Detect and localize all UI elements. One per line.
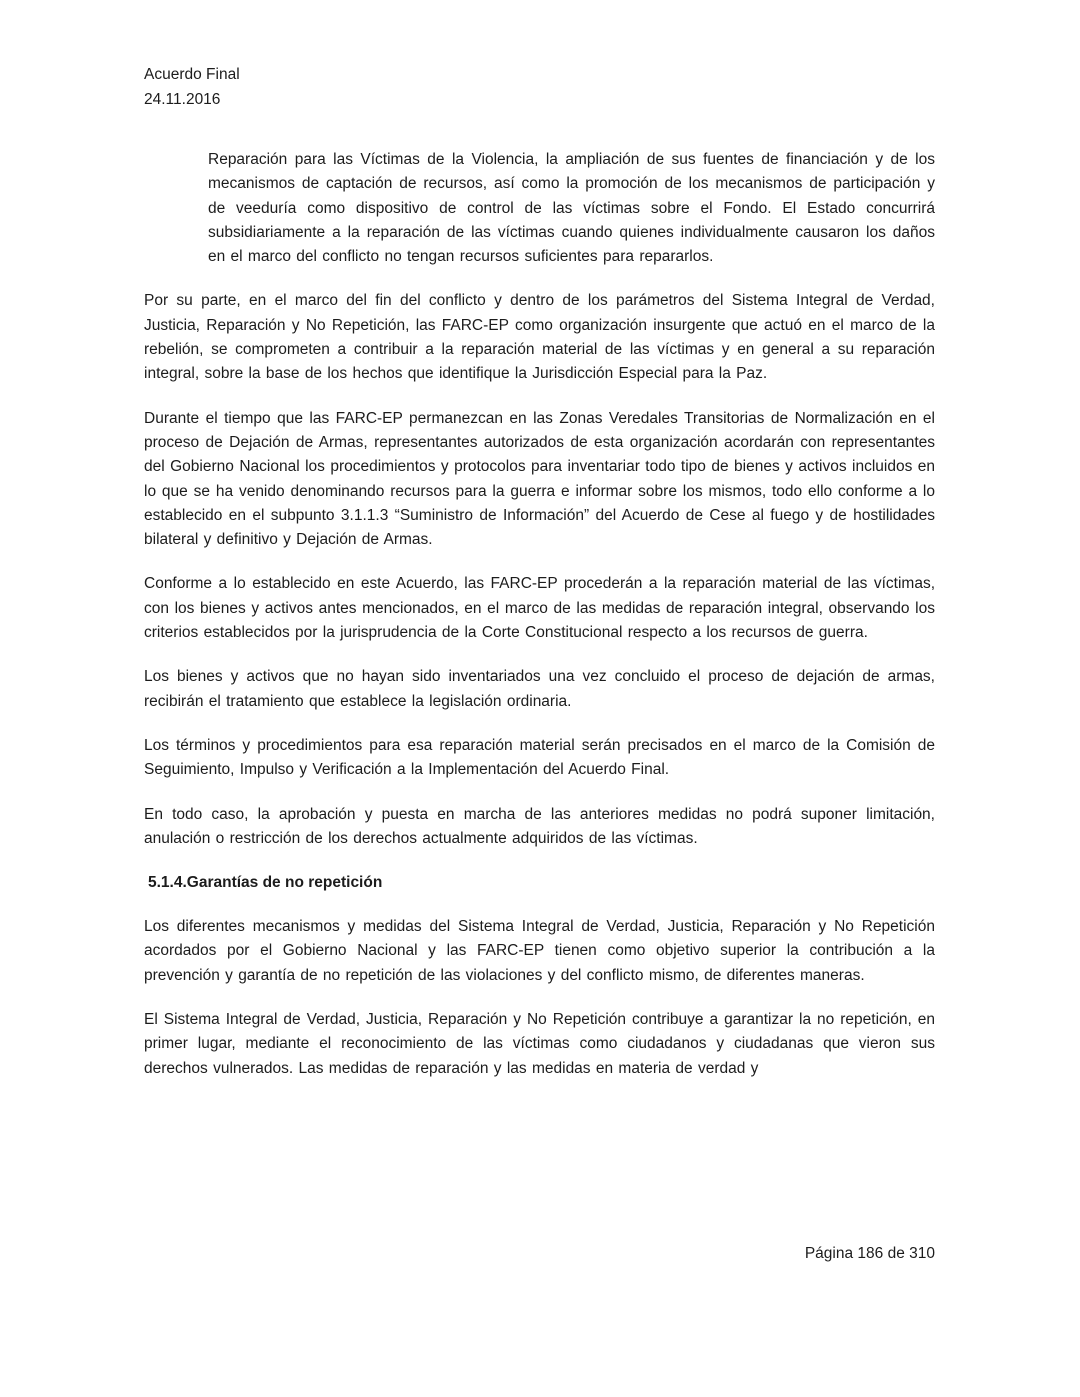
document-date: 24.11.2016	[144, 91, 221, 108]
paragraph: Los términos y procedimientos para esa reparación material serán precisados en el marco de la Comisión de Seguimiento, Impulso y Verificación a la Implementación del Acuerdo Final.	[144, 736, 935, 779]
paragraph: En todo caso, la aprobación y puesta en marcha de las anteriores medidas no podrá suponer limitación, anulación o restricción de los derechos actualmente adquiridos de las víctimas.	[144, 805, 935, 847]
section-heading: 5.1.4.Garantías de no repetición	[148, 874, 383, 892]
paragraph: Conforme a lo establecido en este Acuerdo, las FARC-EP procederán a la reparación material de las víctimas, con los bienes y activos antes mencionados, en el marco de las medidas de reparación integral, observando los criterios establecidos por la jurisprudencia de la Corte Constitucional respecto a los recursos de guerra.	[144, 575, 935, 642]
paragraph: Los bienes y activos que no hayan sido inventariados una vez concluido el proceso de dejación de armas, recibirán el tratamiento que establece la legislación ordinaria.	[144, 668, 935, 710]
paragraph: Los diferentes mecanismos y medidas del Sistema Integral de Verdad, Justicia, Reparación y No Repetición acordados por el Gobierno Nacional y las FARC-EP tienen como objetivo superior la contribución a la prevención y garantía de no repetición de las violaciones y del conflicto mismo, de diferentes maneras.	[144, 918, 935, 984]
intro-indented-paragraph: Reparación para las Víctimas de la Violencia, la ampliación de sus fuentes de financiación y de los mecanismos de captación de recursos, así como la promoción de los mecanismos de participación y de veeduría como dispositivo de control de las víctimas sobre el Fondo. El Estado concurrirá subsidiariamente a la reparación de las víctimas cuando quienes individualmente causaron los daños en el marco del conflicto no tengan recursos suficientes para repararlos.	[208, 151, 935, 266]
document-header	[144, 62, 935, 112]
paragraph: Durante el tiempo que las FARC-EP permanezcan en las Zonas Veredales Transitorias de Normalización en el proceso de Dejación de Armas, representantes autorizados de esta organización acordarán con representantes del Gobierno Nacional los procedimientos y protocolos para inventariar todo tipo de bienes y activos incluidos en lo que se ha venido denominando recursos para la guerra e informar sobre los mismos, todo ello conforme a lo establecido en el subpunto 3.1.1.3 “Suministro de Información” del Acuerdo de Cese al fuego y de hostilidades bilateral y definitivo y Dejación de Armas.	[144, 409, 935, 549]
document-title: Acuerdo Final	[144, 66, 240, 83]
paragraph: Por su parte, en el marco del fin del conflicto y dentro de los parámetros del Sistema Integral de Verdad, Justicia, Reparación y No Repetición, las FARC-EP como organización insurgente que actuó en el marco de la rebelión, se comprometen a contribuir a la reparación material de las víctimas y en general a su reparación integral, sobre la base de los hechos que identifique la Jurisdicción Especial para la Paz.	[144, 292, 935, 383]
page-number: Página 186 de 310	[804, 1245, 935, 1262]
paragraph: El Sistema Integral de Verdad, Justicia, Reparación y No Repetición contribuye a garantizar la no repetición, en primer lugar, mediante el reconocimiento de las víctimas como ciudadanos y ciudadanas que vieron sus derechos vulnerados. Las medidas de reparación y las medidas en materia de verdad y	[144, 1011, 935, 1077]
